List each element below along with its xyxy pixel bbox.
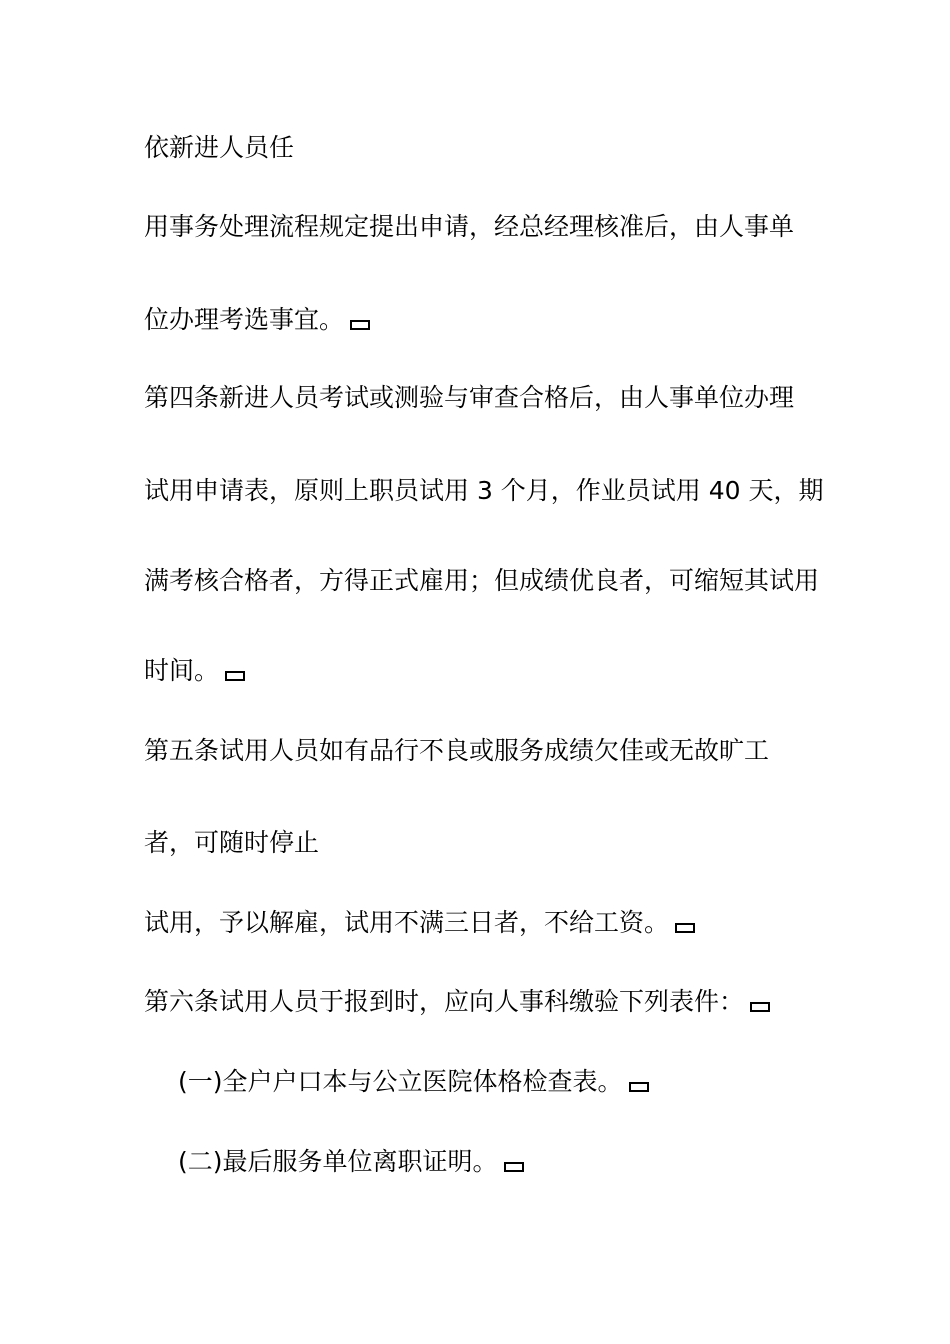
line-text: 用事务处理流程规定提出申请，经总经理核准后，由人事单 — [144, 212, 795, 241]
text-line-2 — [144, 212, 794, 242]
text-line-7 — [144, 656, 247, 686]
line-text: 第四条新进人员考试或测验与审查合格后，由人事单位办理 — [144, 383, 795, 412]
paragraph-mark-icon — [675, 923, 697, 933]
line-text: 试用，予以解雇，试用不满三日者，不给工资。 — [144, 908, 670, 937]
text-line-1 — [144, 133, 294, 163]
line-text: 依新进人员任 — [144, 133, 295, 162]
paragraph-mark-icon — [350, 320, 372, 330]
line-text: (二)最后服务单位离职证明。 — [178, 1147, 498, 1176]
text-line-3 — [144, 305, 372, 335]
text-line-11 — [144, 987, 772, 1017]
text-line-12 — [178, 1067, 651, 1097]
paragraph-mark-icon — [225, 671, 247, 681]
line-text: 者，可随时停止 — [144, 828, 320, 857]
text-line-13 — [178, 1147, 526, 1177]
paragraph-mark-icon — [750, 1002, 772, 1012]
line-text: 满考核合格者，方得正式雇用；但成绩优良者，可缩短其试用 — [144, 566, 820, 595]
text-line-10 — [144, 908, 697, 938]
line-text: 试用申请表，原则上职员试用 3 个月，作业员试用 40 天，期 — [144, 476, 824, 505]
text-line-8 — [144, 736, 769, 766]
text-line-4 — [144, 383, 794, 413]
text-line-6 — [144, 566, 819, 596]
text-line-9 — [144, 828, 319, 858]
line-text: 位办理考选事宜。 — [144, 305, 345, 334]
paragraph-mark-icon — [629, 1082, 651, 1092]
text-line-5 — [144, 476, 824, 506]
line-text: 时间。 — [144, 656, 220, 685]
paragraph-mark-icon — [504, 1162, 526, 1172]
line-text: (一)全户户口本与公立医院体格检查表。 — [178, 1067, 623, 1096]
line-text: 第五条试用人员如有品行不良或服务成绩欠佳或无故旷工 — [144, 736, 770, 765]
line-text: 第六条试用人员于报到时，应向人事科缴验下列表件： — [144, 987, 745, 1016]
